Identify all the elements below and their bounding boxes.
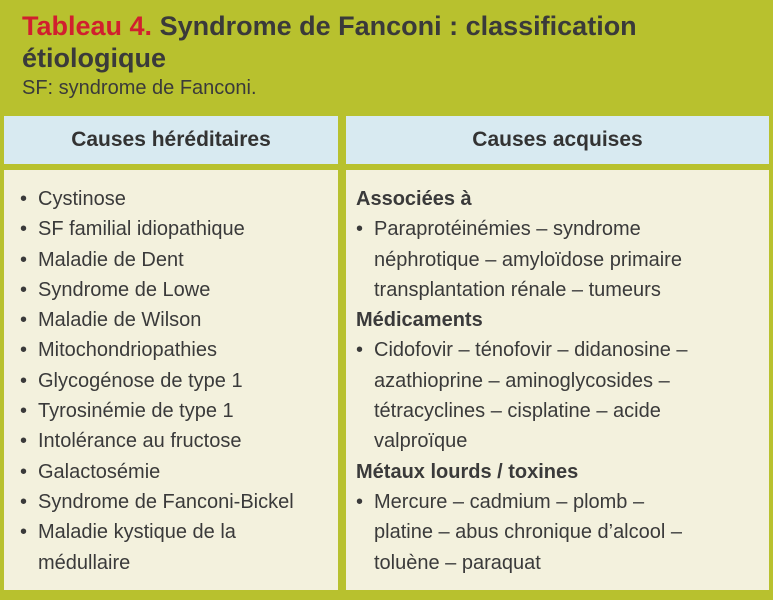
table-title — [22, 10, 763, 74]
header-hereditary: Causes héréditaires — [4, 116, 338, 164]
list-item: • Mitochondriopathies — [20, 335, 338, 365]
section-heading-heavy-metals: Métaux lourds / toxines — [356, 460, 579, 483]
list-line: transplantation rénale – tumeurs — [374, 278, 661, 301]
section-heading-drugs: Médicaments — [356, 309, 483, 332]
hereditary-list — [20, 184, 338, 578]
table-number: Tableau 4. — [22, 11, 153, 41]
list-item: • Cystinose — [20, 184, 338, 214]
bottom-border — [0, 590, 773, 600]
list-line: • Cidofovir – ténofovir – didanosine – — [374, 339, 688, 362]
list-item: • Galactosémie — [20, 457, 338, 487]
abbreviation-note: SF: syndrome de Fanconi. — [22, 77, 257, 99]
list-item: • Maladie kystique de la médullaire — [20, 517, 318, 578]
list-line: valproïque — [374, 430, 468, 453]
table-title-text: Syndrome de Fanconi : classification étiologique — [22, 11, 637, 73]
list-item: • Maladie de Wilson — [20, 305, 338, 335]
header-acquired: Causes acquises — [346, 116, 769, 164]
list-item — [356, 214, 769, 305]
list-item: • Glycogénose de type 1 — [20, 366, 338, 396]
list-line: azathioprine – aminoglycosides – — [374, 369, 670, 392]
acquired-column — [346, 170, 769, 590]
list-line: tétracyclines – cisplatine – acide — [374, 400, 661, 423]
list-item — [356, 487, 769, 578]
classification-table — [0, 116, 773, 590]
list-line: • Mercure – cadmium – plomb – — [374, 490, 645, 513]
drugs-list — [356, 335, 769, 456]
list-item: • Tyrosinémie de type 1 — [20, 396, 338, 426]
list-item: • Syndrome de Lowe — [20, 275, 338, 305]
list-line: néphrotique – amyloïdose primaire — [374, 248, 682, 271]
associated-list — [356, 214, 769, 305]
list-item: • SF familial idiopathique — [20, 214, 338, 244]
hereditary-column — [4, 170, 338, 590]
list-line: toluène – paraquat — [374, 551, 541, 574]
list-item: • Intolérance au fructose — [20, 426, 338, 456]
list-item: • Maladie de Dent — [20, 245, 338, 275]
list-item: • Syndrome de Fanconi-Bickel — [20, 487, 338, 517]
list-line: platine – abus chronique d’alcool – — [374, 521, 682, 544]
title-block — [22, 10, 763, 100]
section-heading-associated: Associées à — [356, 188, 472, 210]
list-line: • Paraprotéinémies – syndrome — [374, 218, 641, 241]
metals-list — [356, 487, 769, 578]
list-item — [356, 335, 769, 456]
